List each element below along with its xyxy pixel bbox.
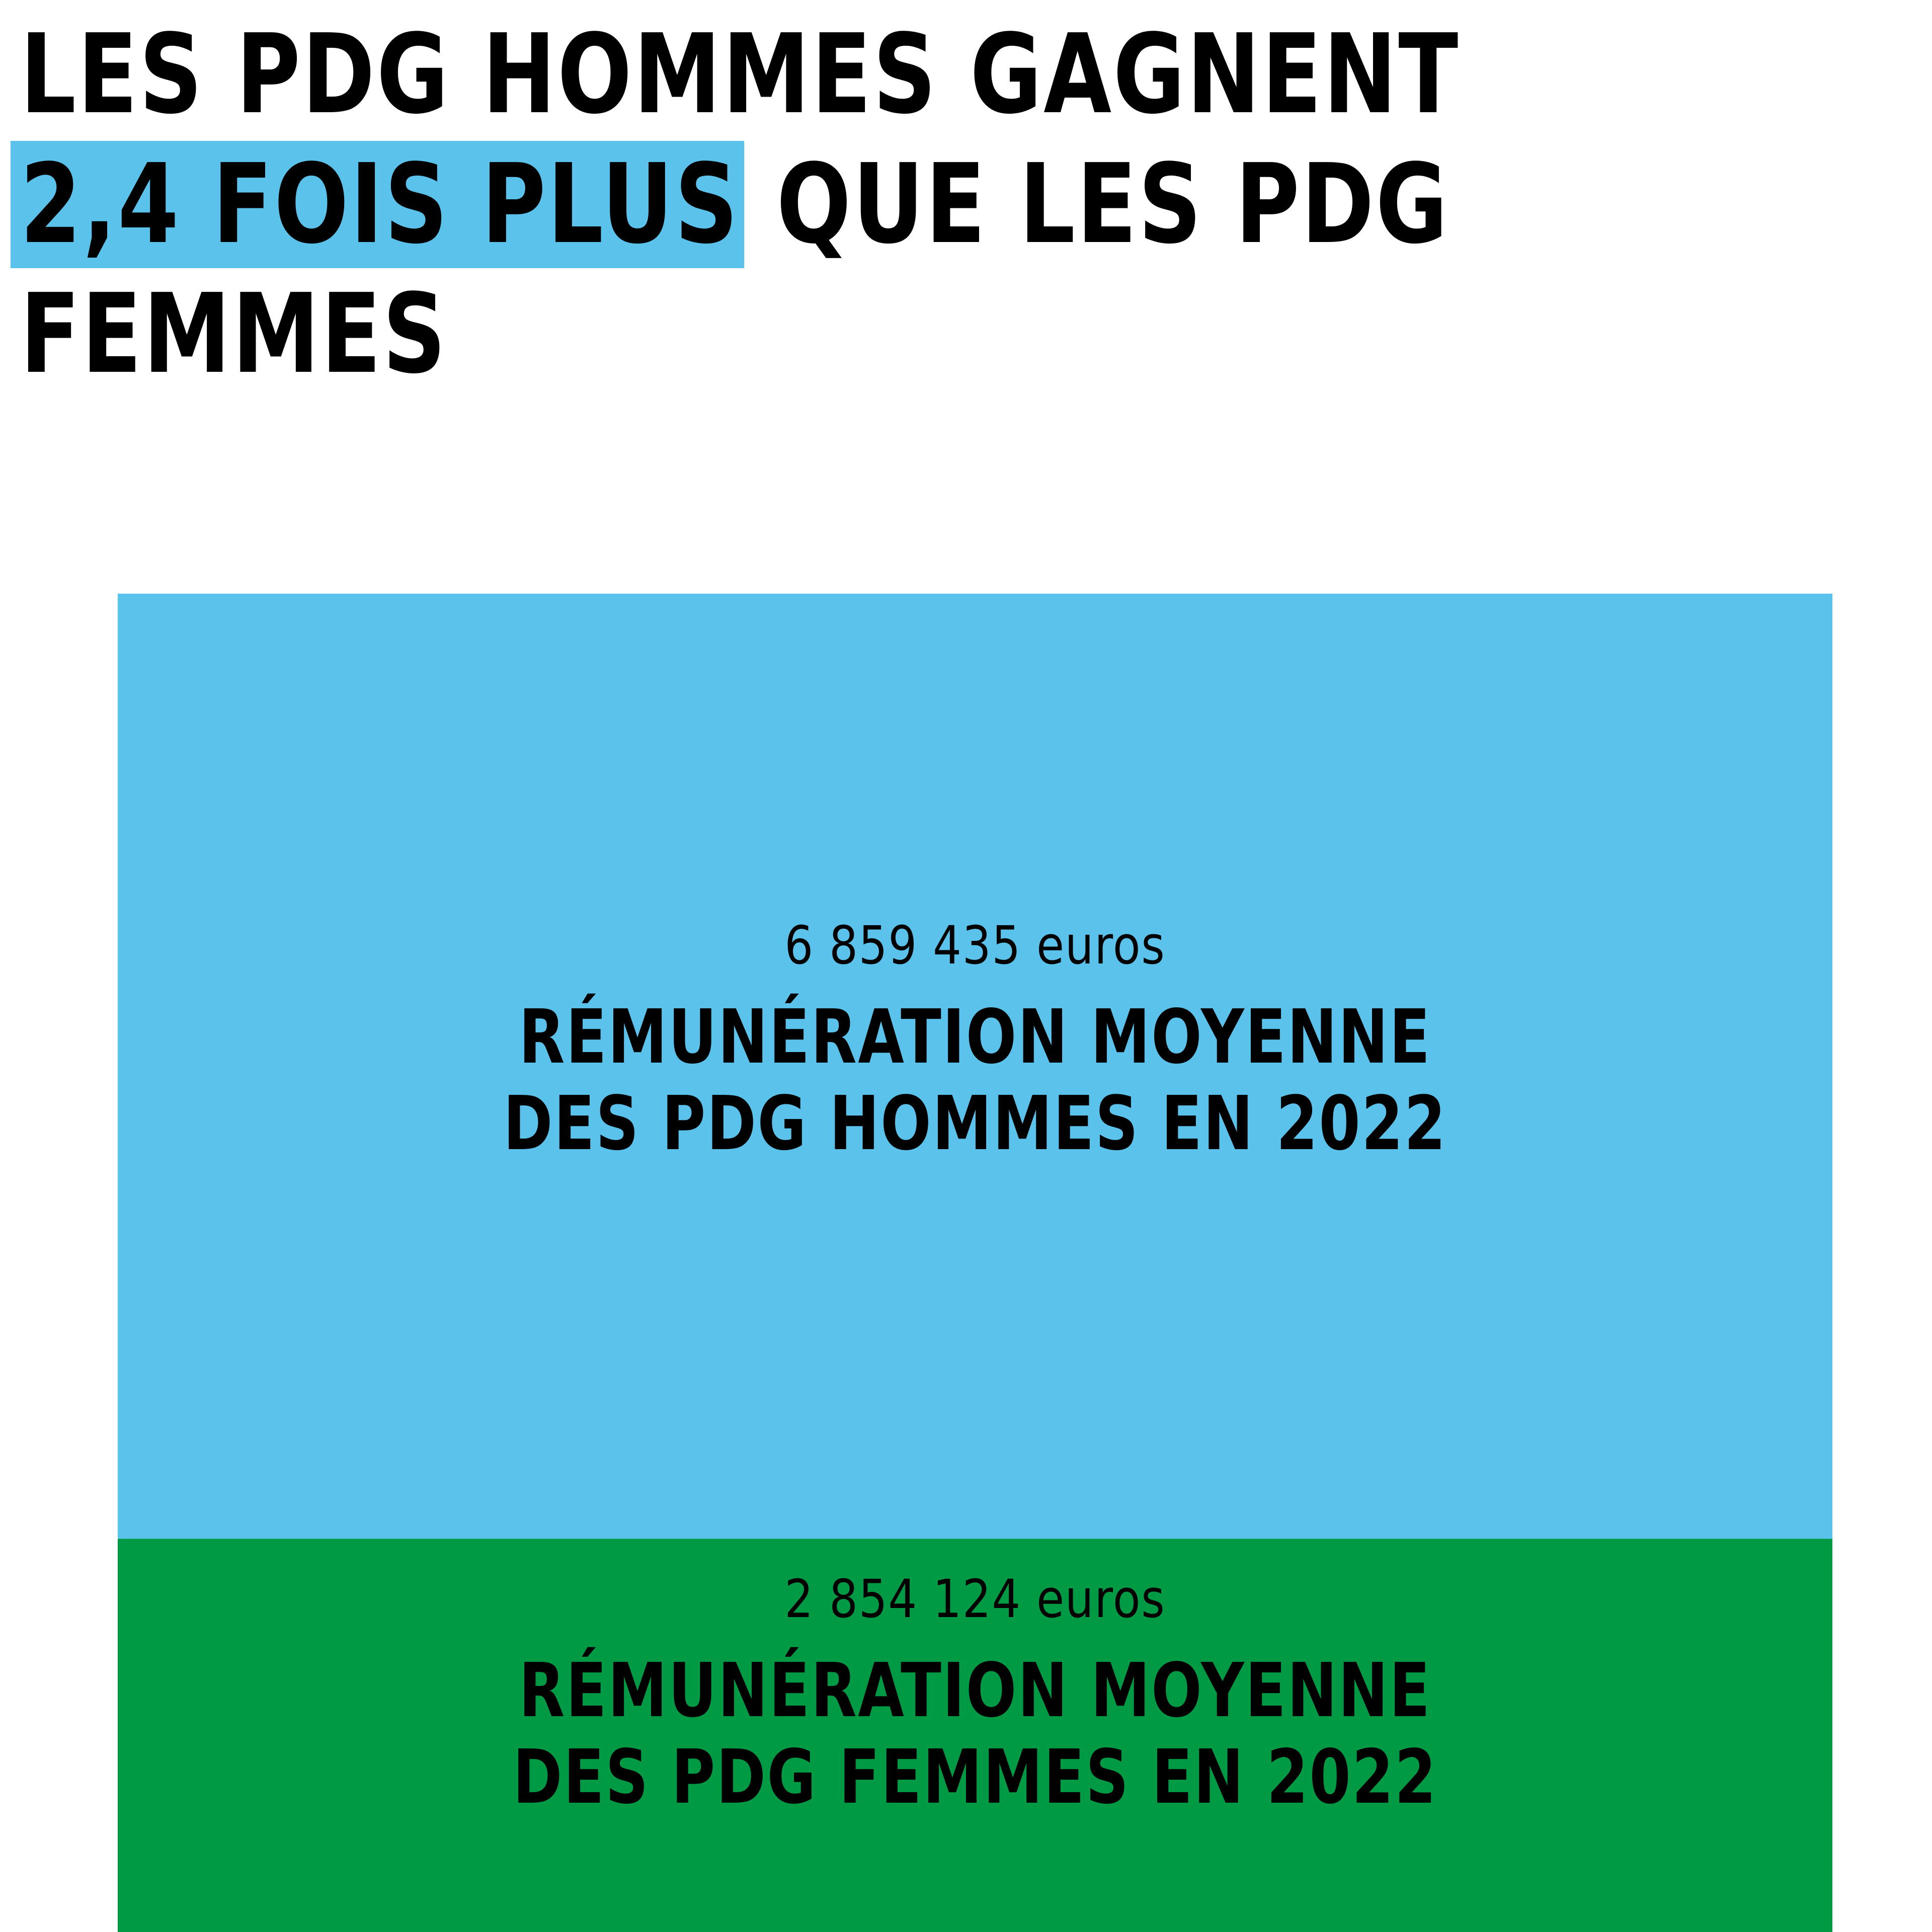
men-value-label: 6 859 435 euros — [784, 914, 1166, 976]
women-category-label — [289, 1647, 1661, 1820]
headline-line-3: FEMMES — [20, 271, 448, 398]
women-category-line-1: RÉMUNÉRATION MOYENNE — [519, 1647, 1431, 1734]
women-bar-text — [118, 1569, 1832, 1820]
headline-highlight: 2,4 FOIS PLUS — [11, 141, 745, 268]
headline-line-1: LES PDG HOMMES GAGNENT — [20, 11, 1460, 138]
men-category-label — [289, 994, 1661, 1167]
men-category-line-1: RÉMUNÉRATION MOYENNE — [519, 993, 1431, 1080]
men-bar-text — [118, 915, 1832, 1167]
men-category-line-2: DES PDG HOMMES EN 2022 — [503, 1080, 1447, 1167]
headline-line-2-rest: QUE LES PDG — [744, 141, 1450, 268]
women-category-line-2: DES PDG FEMMES EN 2022 — [513, 1734, 1437, 1821]
women-value-label: 2 854 124 euros — [784, 1568, 1166, 1630]
